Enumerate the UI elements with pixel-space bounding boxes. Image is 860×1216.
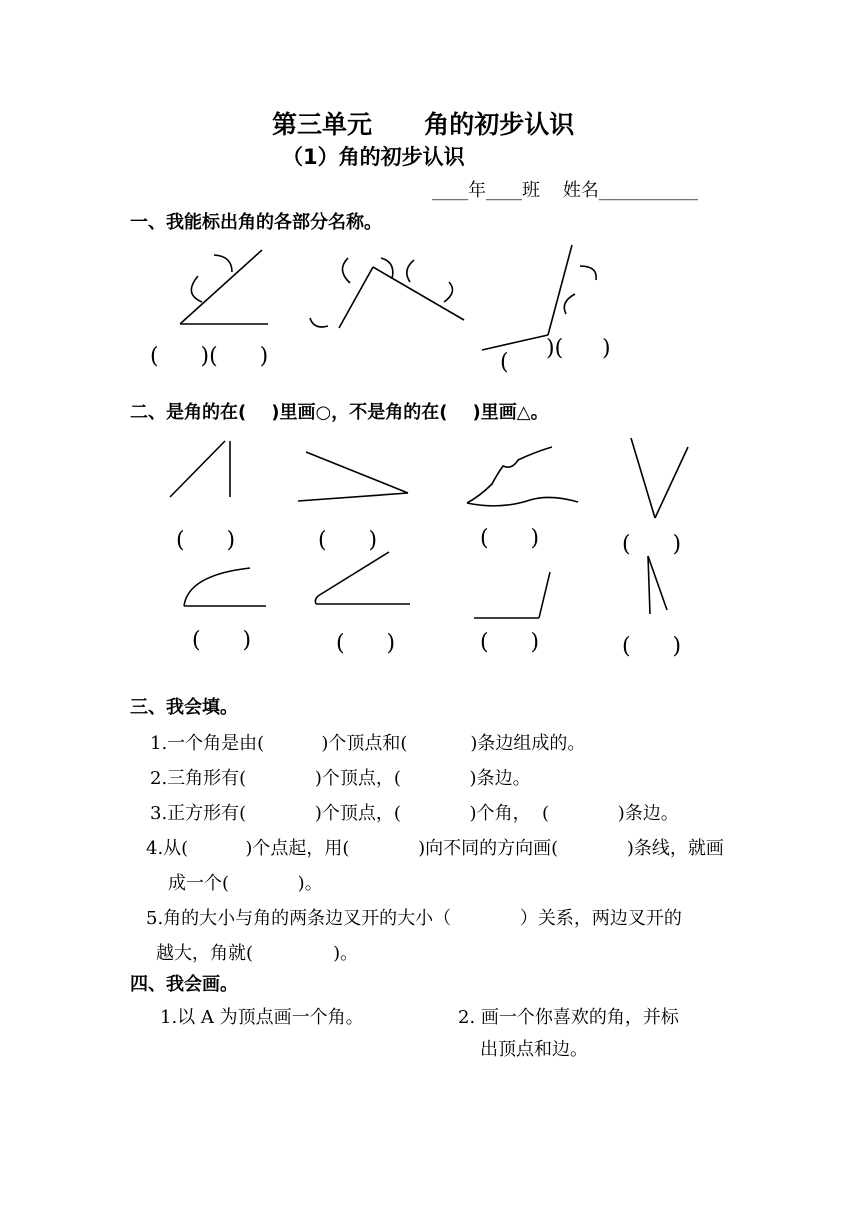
s2-fig8-right: [648, 556, 667, 610]
fig2-label-arc: [342, 258, 350, 283]
s2-fig2-bottom: [298, 493, 408, 501]
fig3-side-left: [482, 335, 548, 350]
section2-heading: 二、是角的在( )里画○，不是角的在( )里画△。: [130, 402, 549, 423]
fig2-label-arc: [407, 260, 414, 282]
s2-fig3-top-curve: [467, 447, 552, 503]
s2-fig4-right: [655, 447, 688, 518]
s2-fig4-left: [631, 438, 655, 518]
s2-fig6-corner: [315, 596, 318, 604]
s2-answer-8[interactable]: ( ): [622, 634, 682, 659]
s2-answer-2[interactable]: ( ): [318, 528, 378, 553]
fig2-label-arc: [444, 282, 453, 302]
fill-line-5: 5.角的大小与角的两条边叉开的大小（ ）关系，两边叉开的: [146, 908, 682, 929]
fig1-label-arc: [214, 255, 232, 272]
section3-heading: 三、我会填。: [130, 697, 238, 718]
fill-line-5-cont: 越大，角就( )。: [156, 943, 359, 964]
fig3-answer-paren[interactable]: (: [500, 350, 509, 375]
draw-task-1: 1.以 A 为顶点画一个角。: [160, 1007, 364, 1028]
s2-answer-1[interactable]: ( ): [176, 528, 236, 553]
fill-line-3: 3.正方形有( )个顶点，( )个角， ( )条边。: [150, 803, 679, 824]
s2-fig3-bottom-curve: [467, 497, 578, 505]
s2-fig1-diagonal: [170, 441, 225, 497]
draw-task-2: 2. 画一个你喜欢的角，并标: [458, 1007, 679, 1028]
s2-fig6-top: [318, 552, 389, 596]
s2-answer-3[interactable]: ( ): [480, 526, 540, 551]
s2-fig7-up: [539, 572, 550, 618]
s2-answer-4[interactable]: ( ): [622, 532, 682, 557]
fig3-label-arc: [564, 294, 575, 314]
fig1-label-arc: [191, 276, 202, 302]
student-info-line: ____年____班 姓名___________: [432, 180, 698, 201]
s2-answer-6[interactable]: ( ): [336, 631, 396, 656]
fill-line-4-cont: 成一个( )。: [168, 873, 323, 894]
section1-heading: 一、我能标出角的各部分名称。: [130, 212, 382, 233]
s2-answer-7[interactable]: ( ): [480, 630, 540, 655]
s2-fig2-top: [306, 452, 408, 493]
fill-line-4: 4.从( )个点起，用( )向不同的方向画( )条线，就画: [146, 838, 724, 859]
page-subtitle: （1）角的初步认识: [282, 145, 465, 169]
fill-line-2: 2.三角形有( )个顶点，( )条边。: [150, 768, 531, 789]
fill-line-1: 1.一个角是由( )个顶点和( )条边组成的。: [150, 733, 586, 754]
s2-answer-5[interactable]: ( ): [192, 628, 252, 653]
draw-task-2-cont: 出顶点和边。: [480, 1039, 588, 1060]
fig3-label-arc: [580, 266, 596, 280]
fig1-answer-parens[interactable]: ( )( ): [150, 344, 269, 369]
fig3-answer-paren[interactable]: ): [602, 336, 611, 361]
s2-fig5-curve: [184, 568, 250, 606]
fig2-label-arc: [310, 318, 328, 327]
s2-fig8-left: [648, 556, 650, 614]
fig3-side-up: [548, 245, 572, 335]
section4-heading: 四、我会画。: [130, 974, 238, 995]
page-title: 第三单元 角的初步认识: [272, 110, 575, 139]
fig3-answer-paren[interactable]: )(: [546, 336, 564, 361]
fig2-side-right: [373, 267, 464, 320]
